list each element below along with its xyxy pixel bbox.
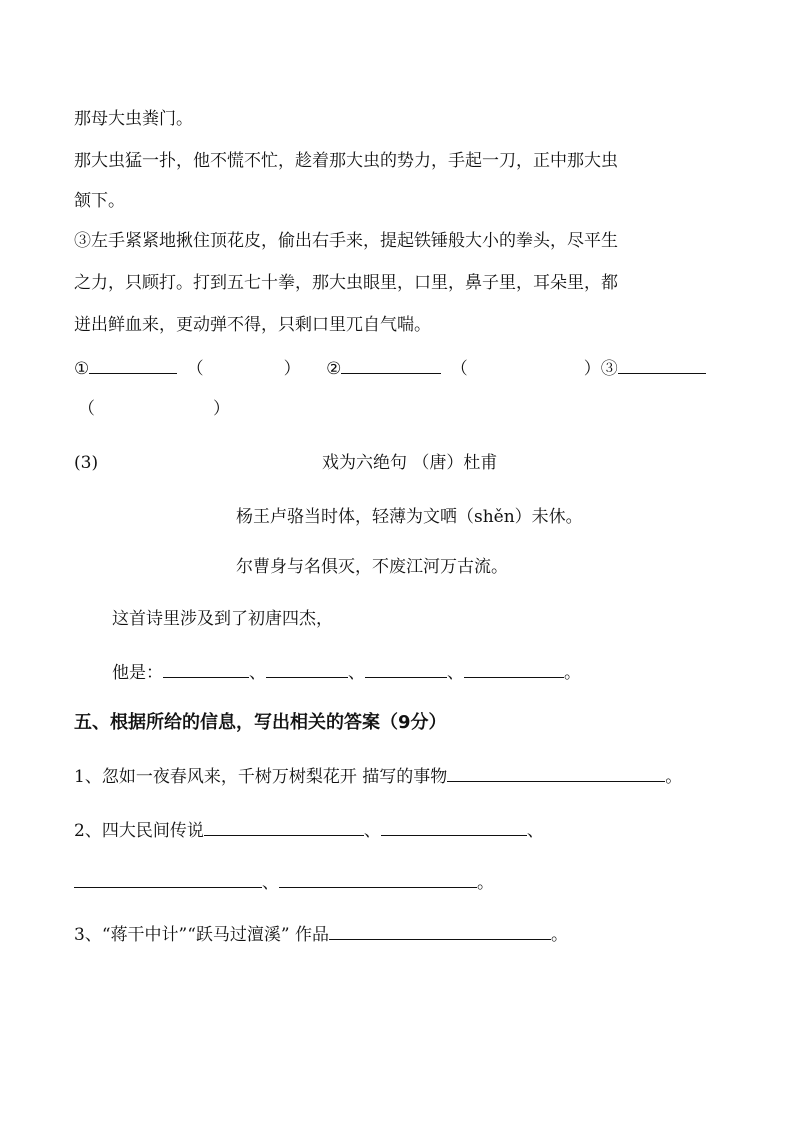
- question-3-text: 3、“蒋干中计”“跃马过澶溪” 作品: [74, 925, 329, 945]
- passage-line-5: 之力，只顾打。打到五七十拳，那大虫眼里，口里，鼻子里，耳朵里，都: [74, 273, 618, 293]
- blank-1[interactable]: [89, 356, 177, 374]
- question-2-continued: [74, 870, 494, 894]
- separator: 、: [363, 821, 381, 841]
- marker-1: ①: [74, 359, 90, 379]
- jie-blank-2[interactable]: [266, 660, 348, 678]
- question-1-text: 1、忽如一夜春风来，千树万树梨花开 描写的事物: [74, 767, 448, 787]
- marker-2: ②: [326, 359, 342, 379]
- poem-question-1: 这首诗里涉及到了初唐四杰，: [112, 609, 333, 629]
- poem-line-2: 尔曹身与名俱灭，不废江河万古流。: [236, 557, 508, 577]
- poem-question-2: [112, 660, 581, 684]
- terminal-period: 。: [665, 767, 683, 787]
- terminal-period: 。: [564, 663, 581, 683]
- jie-blank-1[interactable]: [163, 660, 249, 678]
- separator: 、: [447, 663, 464, 683]
- blank-3[interactable]: [618, 356, 706, 374]
- poem-title: 戏为六绝句 （唐）杜甫: [322, 453, 498, 473]
- separator: 、: [262, 873, 279, 893]
- poem-label: (3): [74, 453, 99, 473]
- legend-blank-3[interactable]: [74, 870, 262, 888]
- passage-line-1: 那母大虫粪门。: [74, 109, 193, 129]
- paren-open-2: （: [450, 359, 468, 379]
- question-3: [74, 922, 568, 946]
- separator: 、: [249, 663, 266, 683]
- question-2-text: 2、四大民间传说: [74, 821, 204, 841]
- jie-blank-3[interactable]: [365, 660, 447, 678]
- poem-line-1: 杨王卢骆当时体，轻薄为文哂（shěn）未休。: [236, 507, 583, 527]
- jie-blank-4[interactable]: [464, 660, 564, 678]
- legend-blank-1[interactable]: [204, 818, 364, 836]
- paren-open-1: （: [186, 359, 204, 379]
- blank-2[interactable]: [341, 356, 441, 374]
- paren-close-3: ）: [213, 399, 230, 419]
- paren-close-1: ）: [283, 359, 301, 379]
- question-2: [74, 818, 544, 842]
- legend-blank-2[interactable]: [381, 818, 527, 836]
- separator: 、: [526, 821, 544, 841]
- question-1: [74, 764, 682, 788]
- terminal-period: 。: [550, 925, 568, 945]
- separator: 、: [348, 663, 365, 683]
- marker-3: ③: [600, 359, 618, 379]
- poem-question-prefix: 他是：: [112, 663, 163, 683]
- section-5-heading: 五、根据所给的信息，写出相关的答案（9分）: [74, 712, 447, 733]
- paren-close-2: ）: [583, 359, 601, 379]
- passage-line-2: 那大虫猛一扑，他不慌不忙，趁着那大虫的势力，手起一刀，正中那大虫: [74, 151, 618, 171]
- legend-blank-4[interactable]: [279, 870, 477, 888]
- passage-line-4: ③左手紧紧地揪住顶花皮，偷出右手来，提起铁锤般大小的拳头，尽平生: [74, 231, 618, 251]
- question-3-blank[interactable]: [329, 922, 551, 940]
- terminal-period: 。: [477, 873, 494, 893]
- passage-line-6: 迸出鲜血来，更动弹不得，只剩口里兀自气喘。: [74, 315, 431, 335]
- paren-open-3: （: [78, 399, 95, 419]
- passage-line-3: 颔下。: [74, 191, 125, 211]
- question-1-blank[interactable]: [447, 764, 665, 782]
